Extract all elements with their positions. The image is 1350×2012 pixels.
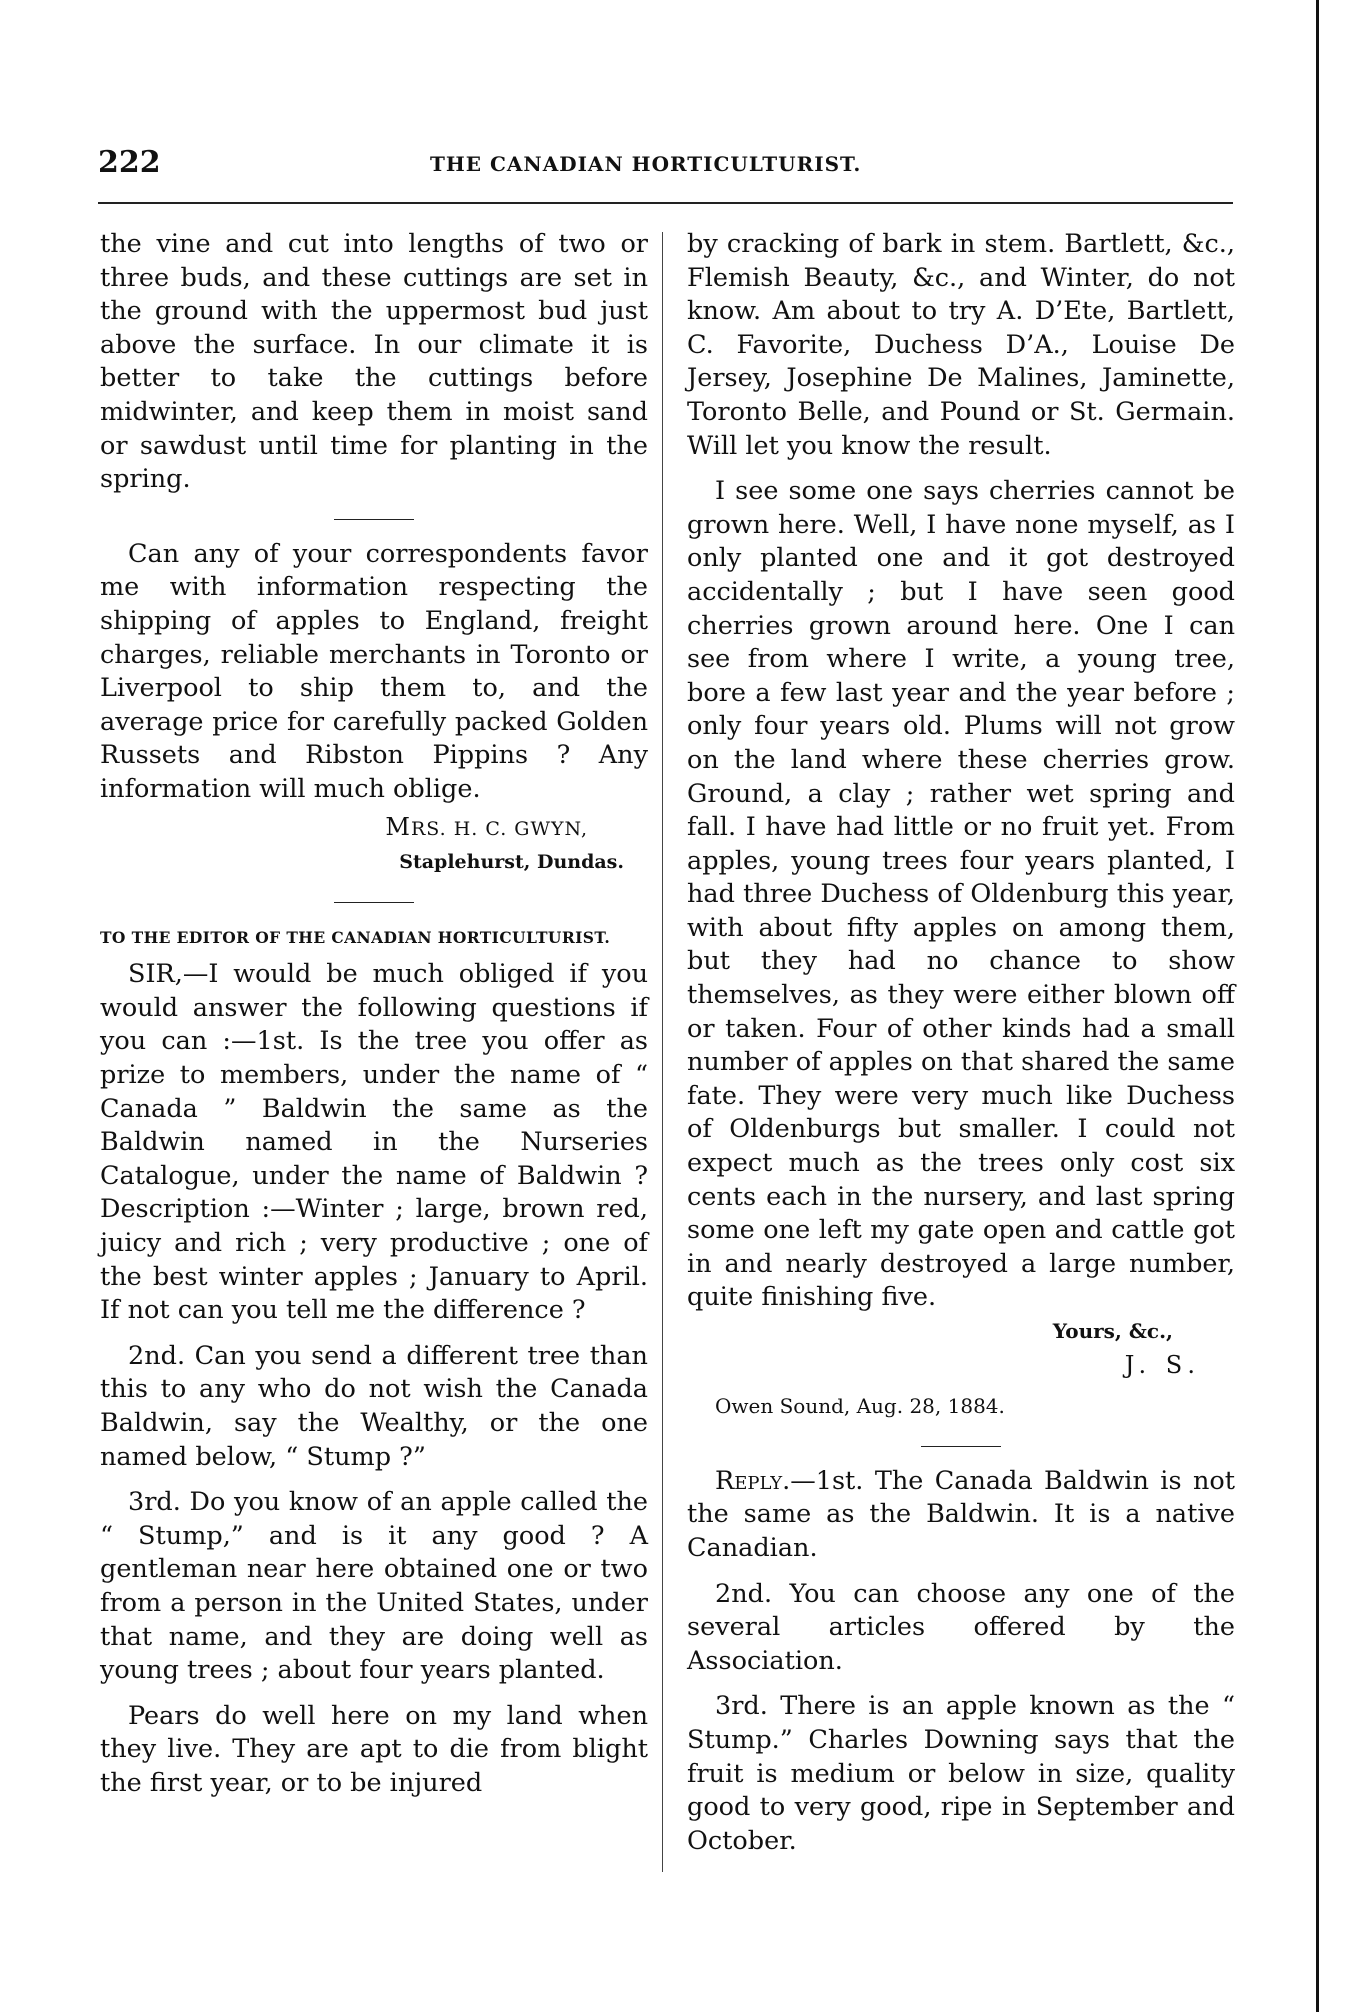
to-editor-heading: TO THE EDITOR OF THE CANADIAN HORTICULTURIST. bbox=[100, 927, 611, 947]
letter-paragraph-5: I see some one says cherries cannot be grown here. Well, I have none myself, as I only planted one and it got destroyed accidentally ; but I have seen good cherries grown around here. One I can see from where I write, a young tree, bore a few last year and the year before ; only four years old. Plums will not grow on the land where these cherries grow. Ground, a clay ; rather wet spring and fall. I have had little or no fruit yet. From apples, young trees four years planted, I had three Duchess of Oldenburg this year, with about fifty apples on among them, but they had no chance to show themselves, as they were either blown off or taken. Four of other kinds had a small number of apples on that shared the same fate. They were very much like Duchess of Oldenburgs but smaller. I could not expect much as the trees only cost six cents each in the nursery, and last spring some one left my gate open and cattle got in and nearly destroyed a large number, quite finishing five. bbox=[687, 476, 1235, 1313]
right-column bbox=[687, 228, 1235, 1858]
reply-paragraph-1-text: .—1st. The Canada Baldwin is not the same as the Baldwin. It is a native Canadian. bbox=[687, 1465, 1235, 1563]
letter-initials: J. S. bbox=[1124, 1350, 1201, 1379]
gwyn-query-paragraph: Can any of your correspondents favor me with information respecting the shipping of apples to England, freight charges, reliable merchants in Toronto or Liverpool to ship them to, and the average price for carefully packed Golden Russets and Ribston Pippins ? Any information will much oblige. bbox=[100, 538, 648, 804]
gwyn-sig-part-2: RS. H. C. G bbox=[410, 817, 531, 840]
letter-paragraph-3: 3rd. Do you know of an apple called the “ Stump,” and is it any good ? A gentleman near here obtained one or two from a person in the United States, under that name, and they are doing well as young trees ; about four years planted. bbox=[100, 1487, 648, 1686]
header-rule bbox=[98, 202, 1233, 204]
reply-paragraph-3: 3rd. There is an apple known as the “ Stump.” Charles Downing says that the fruit is medium or below in size, quality good to very good, ripe in September and October. bbox=[687, 1691, 1235, 1856]
letter-paragraph-4: Pears do well here on my land when they live. They are apt to die from blight the first year, or to be injured bbox=[100, 1700, 648, 1798]
page-edge-line bbox=[1316, 0, 1319, 2012]
left-column bbox=[100, 228, 648, 1801]
running-title: THE CANADIAN HORTICULTURIST. bbox=[430, 152, 862, 176]
letter-paragraph-4-continued: by cracking of bark in stem. Bartlett, &c., Flemish Beauty, &c., and Winter, do not know. Am about to try A. D’Ete, Bartlett, C. Favorite, Duchess D’A., Louise De Jersey, Josephine De Malines, Jaminette, Toronto Belle, and Pound or St. Germain. Will let you know the result. bbox=[687, 229, 1235, 461]
gwyn-sig-part-1: M bbox=[385, 812, 411, 841]
gwyn-place: Staplehurst, Dundas. bbox=[399, 851, 624, 874]
letter-dateline: Owen Sound, Aug. 28, 1884. bbox=[715, 1394, 1005, 1419]
letter-closing: Yours, &c., bbox=[1052, 1319, 1173, 1343]
reply-paragraph-1 bbox=[687, 1465, 1235, 1566]
column-divider bbox=[662, 232, 663, 1872]
vine-cuttings-paragraph: the vine and cut into lengths of two or three buds, and these cuttings are set in the ground with the uppermost bud just above the surface. In our climate it is better to take the cuttings before midwinter, and keep them in moist sand or sawdust until time for planting in the spring. bbox=[100, 229, 648, 495]
page-number: 222 bbox=[98, 145, 161, 180]
letter-paragraph-1: SIR,—I would be much obliged if you would answer the following questions if you can :—1st. Is the tree you offer as prize to members, under the name of “ Canada ” Baldwin the same as the Baldwin named in the Nurseries Catalogue, under the name of Baldwin ? Description :—Winter ; large, brown red, juicy and rich ; very productive ; one of the best winter apples ; January to April. If not can you tell me the difference ? bbox=[100, 959, 648, 1326]
reply-label: Reply bbox=[715, 1465, 783, 1496]
gwyn-signature bbox=[100, 811, 588, 847]
letter-paragraph-2: 2nd. Can you send a different tree than this to any who do not wish the Canada Baldwin, say the Wealthy, or the one named below, “ Stump ?” bbox=[100, 1340, 648, 1472]
section-divider bbox=[334, 902, 414, 903]
section-divider bbox=[921, 1446, 1001, 1447]
reply-paragraph-2: 2nd. You can choose any one of the several articles offered by the Association. bbox=[687, 1578, 1235, 1676]
gwyn-sig-part-3: WYN, bbox=[530, 817, 588, 840]
section-divider bbox=[334, 519, 414, 520]
